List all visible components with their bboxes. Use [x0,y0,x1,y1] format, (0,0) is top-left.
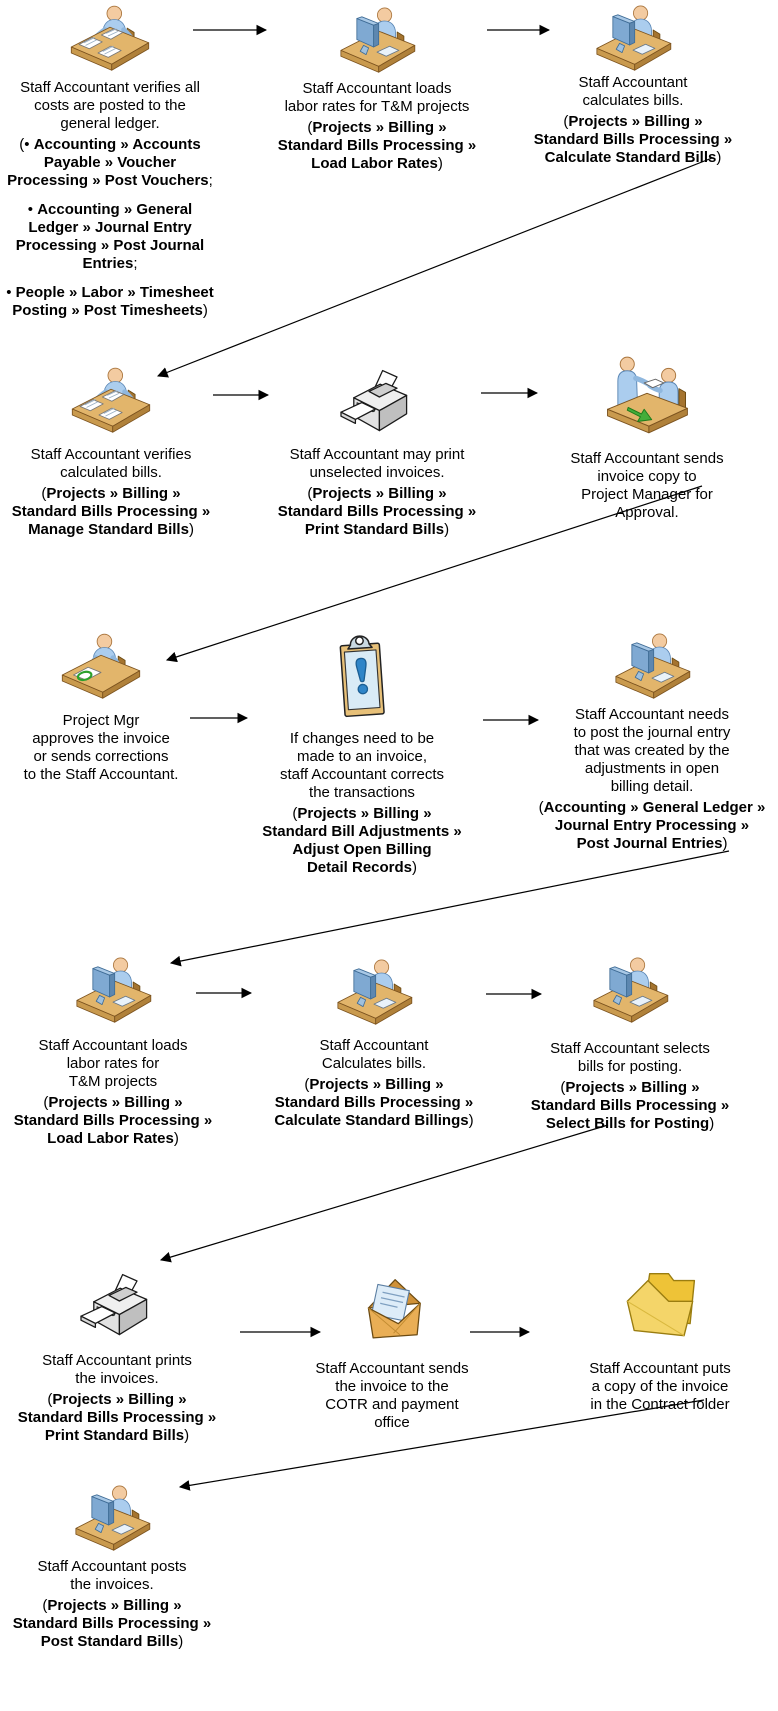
caption-line: Staff Accountant sends [570,450,724,467]
caption-line: Select Bills for Posting) [545,1115,715,1132]
caption-line: (• Accounting » Accounts [19,136,201,153]
caption-line: Staff Accountant [319,1037,429,1054]
caption-paragraph [13,1597,211,1651]
caption-line: Staff Accountant puts [589,1360,731,1377]
flow-step-caption-select-bills-for-posting [531,1040,729,1133]
flow-step-caption-post-invoices [13,1558,211,1651]
caption-line: Standard Bills Processing » [11,503,211,520]
caption-line: (Projects » Billing » [560,1079,700,1096]
caption-paragraph [278,446,476,482]
caption-line: approves the invoice [32,730,170,747]
caption-paragraph [13,1558,211,1594]
printer-icon [337,366,417,444]
caption-line: Calculate Standard Billings) [274,1112,474,1129]
caption-line: Staff Accountant sends [315,1360,469,1377]
caption-line: Staff Accountant needs [574,706,729,723]
caption-line: Standard Bills Processing » [533,131,733,148]
person-desk-computer-icon [70,1484,154,1556]
caption-line: T&M projects [68,1073,158,1090]
caption-line: office [374,1414,410,1431]
folder-icon [617,1268,703,1350]
caption-line: Posting » Post Timesheets) [12,302,208,319]
caption-paragraph [315,1360,468,1432]
printer-icon [77,1270,157,1348]
caption-line: (Projects » Billing » [47,1391,187,1408]
caption-line: calculated bills. [60,464,162,481]
caption-paragraph [6,79,214,133]
caption-line: unselected invoices. [309,464,445,481]
caption-line: (Projects » Billing » [42,1597,182,1614]
caption-line: Ledger » Journal Entry [28,219,192,236]
flow-step-caption-file-invoice-copy [589,1360,731,1414]
caption-paragraph [6,136,214,190]
caption-line: invoice copy to [597,468,697,485]
caption-line: Detail Records) [306,859,418,876]
caption-line: the transactions [309,784,415,801]
caption-line: Journal Entry Processing » [554,817,750,834]
caption-line: (Projects » Billing » [304,1076,444,1093]
caption-line: labor rates for [66,1055,160,1072]
caption-paragraph [278,119,476,173]
person-desk-computer-icon [71,956,155,1028]
flow-step-caption-calculate-bills-again [274,1037,473,1130]
caption-line: Load Labor Rates) [47,1130,179,1147]
caption-line: or sends corrections [33,748,169,765]
caption-line: the invoice to the [335,1378,449,1395]
caption-line: • Accounting » General [27,201,193,218]
caption-line: in the Contract folder [590,1396,730,1413]
caption-line: Standard Bill Adjustments » [262,823,462,840]
caption-line: Print Standard Bills) [44,1427,190,1444]
caption-paragraph [262,730,461,802]
caption-line: Staff Accountant [578,74,688,91]
caption-paragraph [274,1037,473,1073]
caption-line: Post Standard Bills) [40,1633,184,1650]
caption-line: Staff Accountant posts [37,1558,187,1575]
clipboard-alert-icon [335,630,389,724]
caption-line: Project Manager for [581,486,713,503]
caption-paragraph [12,485,210,539]
caption-paragraph [14,1037,212,1091]
caption-line: Calculate Standard Bills) [544,149,722,166]
caption-line: Calculates bills. [321,1055,427,1072]
caption-line: Standard Bills Processing » [277,503,477,520]
caption-line: Standard Bills Processing » [274,1094,474,1111]
caption-paragraph [14,1094,212,1148]
caption-line: (Projects » Billing » [563,113,703,130]
person-desk-approve-icon [58,632,144,706]
caption-line: Standard Bills Processing » [530,1097,730,1114]
caption-line: (Projects » Billing » [307,485,447,502]
person-desk-computer-icon [588,956,672,1028]
flow-step-caption-approve-invoice [24,712,179,784]
caption-paragraph [262,805,461,877]
caption-line: If changes need to be [289,730,435,747]
caption-paragraph [539,799,766,853]
person-desk-computer-icon [591,4,675,76]
caption-paragraph [18,1352,216,1388]
caption-line: bills for posting. [577,1058,683,1075]
caption-line: Post Journal Entries) [576,835,728,852]
caption-paragraph [531,1079,729,1133]
caption-line: a copy of the invoice [591,1378,729,1395]
caption-line: the invoices. [75,1370,159,1387]
caption-paragraph [534,74,732,110]
caption-line: Staff Accountant loads [38,1037,188,1054]
caption-paragraph [6,284,214,320]
caption-paragraph [570,450,723,522]
flow-step-caption-load-labor-rates [278,80,476,173]
caption-line: (Projects » Billing » [292,805,432,822]
caption-line: costs are posted to the [34,97,186,114]
caption-line: (Projects » Billing » [307,119,447,136]
caption-paragraph [18,1391,216,1445]
caption-line: Staff Accountant verifies all [20,79,200,96]
caption-line: COTR and payment [325,1396,459,1413]
caption-line: Standard Bills Processing » [13,1112,213,1129]
flow-step-caption-print-unselected-invoices [278,446,476,539]
person-desk-computer-icon [332,958,416,1030]
flow-arrow-12 [161,1125,608,1260]
caption-paragraph [531,1040,729,1076]
person-desk-papers-icon [67,4,153,78]
caption-line: Processing » Post Vouchers; [7,172,213,189]
caption-line: that was created by the [574,742,730,759]
caption-line: Load Labor Rates) [311,155,443,172]
people-handoff-icon [600,354,694,442]
caption-paragraph [274,1076,473,1130]
envelope-icon [359,1266,425,1350]
caption-paragraph [12,446,210,482]
caption-line: staff Accountant corrects [280,766,444,783]
flow-step-caption-verify-calculated-bills [12,446,210,539]
caption-line: Project Mgr [62,712,140,729]
caption-line: labor rates for T&M projects [284,98,470,115]
flow-step-caption-print-invoices [18,1352,216,1445]
caption-paragraph [589,1360,731,1414]
caption-line: Standard Bills Processing » [17,1409,217,1426]
caption-line: Processing » Post Journal [15,237,205,254]
person-desk-computer-icon [610,632,694,704]
caption-paragraph [534,113,732,167]
caption-line: calculates bills. [582,92,684,109]
caption-line: • People » Labor » Timesheet [6,284,214,301]
caption-line: Manage Standard Bills) [28,521,194,538]
caption-line: the invoices. [70,1576,154,1593]
flow-step-caption-send-invoice-cotr [315,1360,468,1432]
caption-line: Standard Bills Processing » [12,1615,212,1632]
caption-line: (Projects » Billing » [43,1094,183,1111]
caption-line: general ledger. [60,115,160,132]
caption-line: Payable » Voucher [43,154,177,171]
caption-paragraph [278,80,476,116]
flow-step-caption-send-invoice-copy [570,450,723,522]
caption-line: adjustments in open [584,760,720,777]
flow-step-caption-load-labor-rates-again [14,1037,212,1148]
flow-step-caption-post-journal-entry [539,706,766,853]
caption-line: Print Standard Bills) [304,521,450,538]
caption-line: made to an invoice, [296,748,428,765]
caption-paragraph [278,485,476,539]
caption-line: Entries; [82,255,138,272]
caption-line: Staff Accountant loads [302,80,452,97]
caption-paragraph [6,201,214,273]
person-desk-computer-icon [335,6,419,78]
caption-paragraph [539,706,766,796]
caption-line: to post the journal entry [573,724,731,741]
caption-line: billing detail. [610,778,694,795]
caption-line: Staff Accountant may print [289,446,465,463]
caption-paragraph [24,712,179,784]
flow-step-caption-calculate-bills [534,74,732,167]
caption-line: Approval. [615,504,679,521]
caption-line: (Projects » Billing » [41,485,181,502]
flow-step-caption-correct-transactions [262,730,461,877]
flow-arrow-3 [158,158,712,376]
caption-line: (Accounting » General Ledger » [538,799,766,816]
flow-step-caption-verify-costs [6,79,214,320]
caption-line: Staff Accountant verifies [30,446,192,463]
caption-line: Adjust Open Billing [292,841,432,858]
caption-line: to the Staff Accountant. [23,766,179,783]
caption-line: Standard Bills Processing » [277,137,477,154]
caption-line: Staff Accountant prints [42,1352,192,1369]
person-desk-papers-icon [68,366,154,440]
caption-line: Staff Accountant selects [550,1040,710,1057]
